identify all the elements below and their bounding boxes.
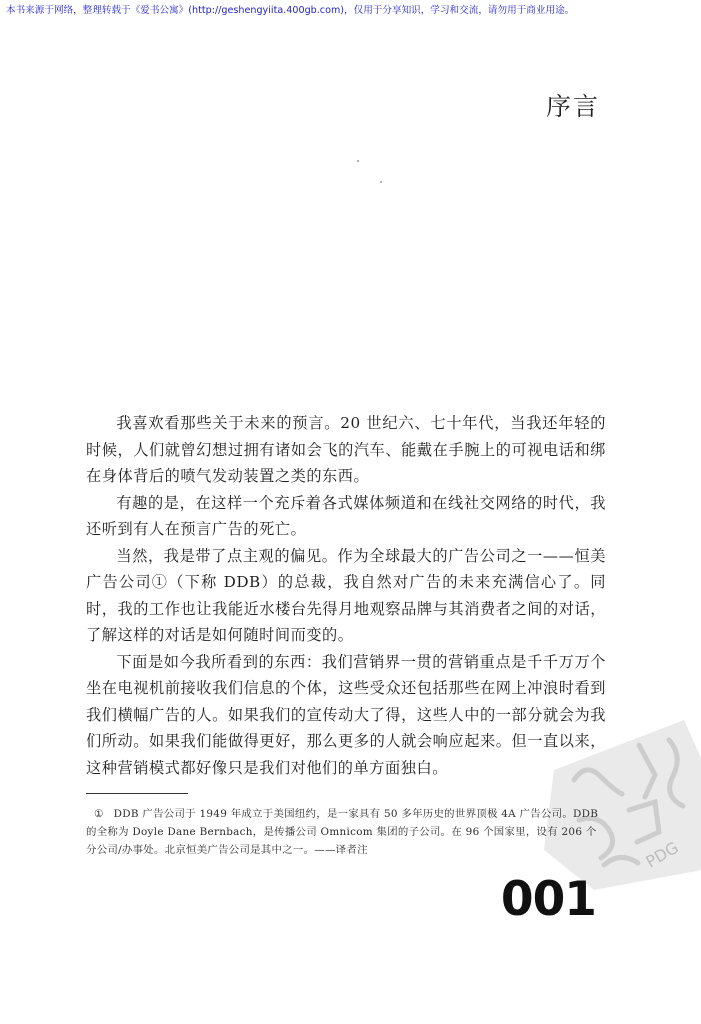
body-text bbox=[86, 410, 606, 781]
watermark-label: PDG bbox=[642, 837, 682, 872]
scan-speck bbox=[357, 160, 359, 162]
page-title: 序言 bbox=[545, 92, 600, 121]
paragraph: 下面是如今我所看到的东西：我们营销界一贯的营销重点是千千万万个坐在电视机前接收我们信息的个体，这些受众还包括那些在网上冲浪时看到我们横幅广告的人。如果我们的宣传动大了得，这些人中的一部分就会为我们所动。如果我们能做得更好，那么更多的人就会响应起来。但一直以来，这种营销模式都好像只是我们对他们的单方面独白。 bbox=[86, 652, 606, 777]
footnote-divider bbox=[86, 793, 188, 794]
watermark-stamp bbox=[534, 700, 701, 890]
paragraph: 当然，我是带了点主观的偏见。作为全球最大的广告公司之一——恒美广告公司①（下称 DDB）的总裁，我自然对广告的未来充满信心了。同时，我的工作也让我能近水楼台先得月地观察品牌与其消费者之间的对话，了解这样的对话是如何随时间而变的。 bbox=[86, 546, 606, 644]
source-notice-banner: 本书来源于网络，整理转载于《爱书公寓》(http://geshengyiita.400gb.com)，仅用于分享知识，学习和交流，请勿用于商业用途。 bbox=[6, 5, 575, 16]
page-number: 001 bbox=[500, 872, 596, 927]
paragraph: 我喜欢看那些关于未来的预言。20 世纪六、七十年代，当我还年轻的时候，人们就曾幻想过拥有诸如会飞的汽车、能戴在手腕上的可视电话和绑在身体背后的喷气发动装置之类的东西。 bbox=[86, 414, 606, 485]
footnote bbox=[86, 805, 606, 859]
paragraph: 有趣的是，在这样一个充斥着各式媒体频道和在线社交网络的时代，我还听到有人在预言广告的死亡。 bbox=[86, 493, 606, 538]
footnote-text: DDB 广告公司于 1949 年成立于美国纽约，是一家具有 50 多年历史的世界顶极 4A 广告公司。DDB 的全称为 Doyle Dane Bernbach，是传播公司 Omnicom 集团的子公司。在 96 个国家里，设有 206 个分公司/办事处。北京恒美广告公司是其中之一。——译者注 bbox=[86, 808, 599, 856]
footnote-marker: ① bbox=[94, 808, 104, 820]
scan-speck bbox=[380, 181, 382, 183]
